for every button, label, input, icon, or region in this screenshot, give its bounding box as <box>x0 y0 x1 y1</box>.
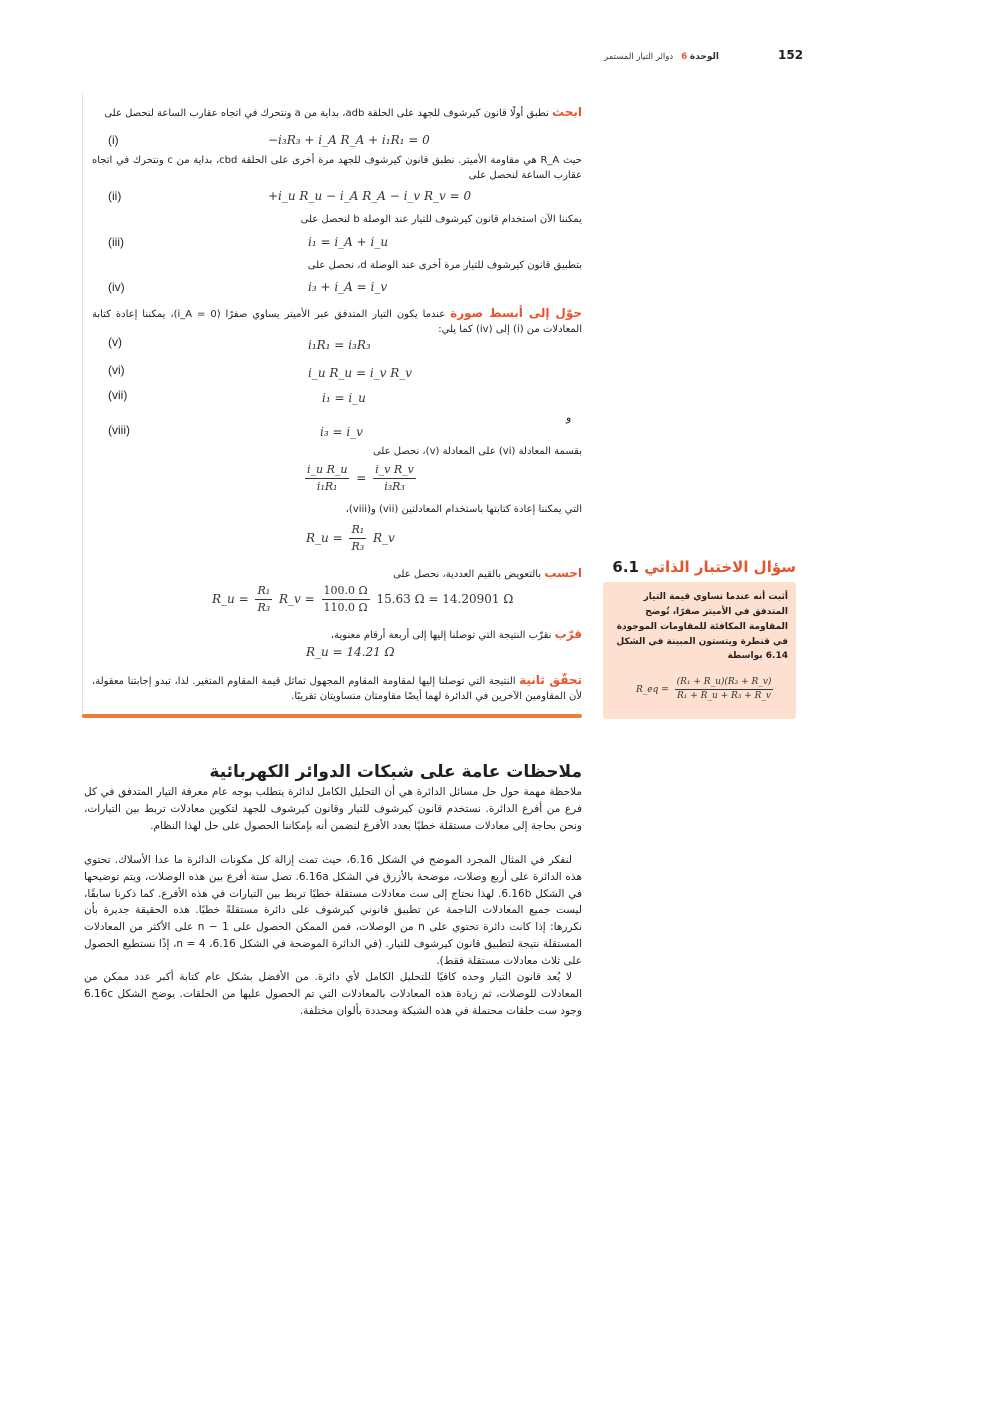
ru-formula-fraction <box>349 522 366 555</box>
self-check-equation <box>636 676 776 703</box>
ratio-right <box>373 462 416 495</box>
running-header <box>604 51 719 64</box>
example-step-calculate <box>92 565 582 583</box>
step-text-calculate: بالتعويض بالقيم العددية، نحصل على <box>393 569 542 580</box>
ru-formula-numerator: R₁ <box>349 522 366 539</box>
self-check-eq-numerator: (R₁ + R_u)(R₃ + R_v) <box>675 676 774 690</box>
step-label-round: قرّب <box>554 627 582 641</box>
step-label-research: ابحث <box>552 105 582 119</box>
equation-label-ii: (ii) <box>108 189 122 203</box>
calc-mid: R_v = <box>279 591 315 606</box>
ru-formula <box>306 522 395 555</box>
equation-i: −i₃R₃ + i_A R_A + i₁R₁ = 0 <box>268 133 430 147</box>
ru-formula-denominator: R₃ <box>351 539 365 553</box>
unit-number: 6 <box>681 52 688 62</box>
final-result: R_u = 14.21 Ω <box>306 645 395 659</box>
example-step-double-check <box>92 672 582 704</box>
ratio-right-numerator: i_v R_v <box>373 462 416 479</box>
equation-v: i₁R₁ = i₃R₃ <box>308 338 371 352</box>
example-box-bottom-rule <box>82 714 582 718</box>
self-check-title-text: سؤال الاختبار الذاتي <box>644 558 796 576</box>
ratio-equation: $\frac{\text{i\_u R\_u}}{\text{i₁R₁}}$ = $\frac{\text{i\_v R\_v}}{\text{i₃R₃}}$ <box>307 463 414 493</box>
ratio-left-denominator: i₁R₁ <box>316 479 338 493</box>
example-paragraph-4: بتطبيق قانون كيرشوف للتيار مرة أخرى عند الوصلة d، نحصل على <box>307 260 582 271</box>
ratio-right-denominator: i₃R₃ <box>384 479 405 493</box>
equation-label-i: (i) <box>108 133 119 147</box>
self-check-title <box>612 557 796 579</box>
equation-vi: i_u R_u = i_v R_v <box>308 366 413 380</box>
conjunction-and: و <box>566 411 572 424</box>
example-box-border <box>82 94 83 716</box>
calc-ratio-denominator: R₃ <box>257 600 271 614</box>
equation-label-viii: (viii) <box>108 423 130 437</box>
calc-rhs: 15.63 Ω = 14.20901 Ω <box>376 591 514 606</box>
equation-label-vi: (vi) <box>108 363 125 377</box>
section-paragraph-2: لنفكر في المثال المجرد الموضح في الشكل 6.16، حيث تمت إزالة كل مكونات الدائرة ما عدا الأسلاك. تحتوي هذه الدائرة على أربع وصلات، موضحة بالأزرق في الشكل 6.16a. تصل ستة أفرع بين هذه الوصلات، ويتم توضيحها في الشكل 6.16b. لهذا نحتاج إلى ست معادلات مستقلة خطيًا تربط بين التيارات في هذه الأفرع. كما ذكرنا سابقًا، ليست جميع المعادلات الناجمة عن تطبيق قانوني كيرشوف على دائرة مستقلةً خطيًا. هذه الحقيقة جديرة بأن نكررها: إذا كانت دائرة تحتوي على n من الوصلات، فمن الممكن الحصول على n − 1 على الأكثر من المعادلات المستقلة نتيجة لتطبيق قانون كيرشوف للتيار. (في الدائرة الموضحة في الشكل 6.16، n = 4، إذًا نستطيع الحصول على ثلاث معادلات مستقلة فقط). <box>84 854 583 967</box>
calculation-equation <box>212 583 513 616</box>
calc-lhs: R_u = <box>212 591 249 606</box>
equation-label-vii: (vii) <box>108 388 128 402</box>
section-paragraph-1: ملاحظة مهمة حول حل مسائل الدائرة هي أن التحليل الكامل لدائرة يتطلب بوجه عام معرفة التيار المتدفق في كل فرع من أفرع الدائرة. نستخدم قانون كيرشوف للتيار وقانون كيرشوف للجهد لتكوين معادلات تربط بين التيارات، ونحن بحاجة إلى معادلات مستقلة خطيًا بعدد الأفرع لنضمن أنه بإمكاننا الحصول على حل لهذا النظام. <box>84 786 582 832</box>
self-check-eq-fraction <box>675 676 774 703</box>
self-check-question: أثبت أنه عندما تساوي قيمة التيار المتدفق في الأميتر صفرًا، تُوضح المقاومة المكافئة للمقاومات الموجودة في قنطرة ويتستون المبينة في الشكل 6.14 بواسطة <box>616 592 788 662</box>
self-check-eq-denominator: R₁ + R_u + R₃ + R_v <box>677 691 772 702</box>
example-paragraph-5: بقسمة المعادلة (vi) على المعادلة (v)، نحصل على <box>372 446 582 457</box>
section-paragraph-3: لا يُعد قانون التيار وحده كافيًا للتحليل الكامل لأي دائرة. من الأفضل بشكل عام كتابة أكبر عدد ممكن من المعادلات للوصلات، ثم زيادة هذه المعادلات بالمعادلات التي تم الحصول عليها من الحلقات. يوضح الشكل 6.16c وجود ست حلقات محتملة في هذه الشبكة ومحددة بألوان مختلفة. <box>84 971 582 1017</box>
step-text-simplify: عندما يكون التيار المتدفق عبر الأميتر يساوي صفرًا (i_A = 0)، يمكننا إعادة كتابة المعادلات من (i) إلى (iv) كما يلي: <box>92 309 582 335</box>
equation-label-iii: (iii) <box>108 235 124 249</box>
ratio-left <box>305 462 349 495</box>
section-title: ملاحظات عامة على شبكات الدوائر الكهربائية <box>209 762 582 782</box>
step-text-research: نطبق أولًا قانون كيرشوف للجهد على الحلقة adb، بداية من a ونتحرك في اتجاه عقارب الساعة لنحصل على <box>104 108 549 119</box>
equation-label-v: (v) <box>108 335 122 349</box>
example-paragraph-3: يمكننا الآن استخدام قانون كيرشوف للتيار عند الوصلة b لنحصل على <box>300 214 582 225</box>
equation-label-iv: (iv) <box>108 280 125 294</box>
self-check-eq-lhs: R_eq = <box>636 685 669 696</box>
equation-iii: i₁ = i_A + i_u <box>308 235 389 249</box>
calc-ratio-numerator: R₁ <box>255 583 272 600</box>
calc-values <box>322 583 370 616</box>
equation-iv: i₃ + i_A = i_v <box>308 280 388 294</box>
equation-ii: +i_u R_u − i_A R_A − i_v R_v = 0 <box>268 189 472 203</box>
unit-label: الوحدة <box>689 52 719 62</box>
calc-ratio <box>255 583 272 616</box>
step-label-simplify: حوّل إلى أبسط صورة <box>450 306 583 320</box>
self-check-number: 6.1 <box>612 558 639 576</box>
step-text-double-check: النتيجة التي توصلنا إليها لمقاومة المقاوم المجهول تماثل قيمة المقاوم المتغير. لذا، تبدو إجابتنا معقولة، لأن المقاومين الآخرين في الدائرة لهما أيضًا مقاومتان متساويتان تقريبًا. <box>92 676 582 702</box>
example-step-simplify <box>92 305 582 337</box>
calc-values-numerator: 100.0 Ω <box>322 583 370 600</box>
example-paragraph-2: حيث R_A هي مقاومة الأميتر. نطبق قانون كيرشوف للجهد مرة أخرى على الحلقة cbd، بداية من c ونتحرك في اتجاه عقارب الساعة لنحصل على <box>92 155 582 181</box>
step-text-round: نقرّب النتيجة التي توصلنا إليها إلى أربعة أرقام معنوية، <box>330 630 552 641</box>
ratio-left-numerator: i_u R_u <box>305 462 349 479</box>
example-step-research <box>92 104 582 122</box>
step-label-calculate: احسب <box>544 566 582 580</box>
example-step-round <box>92 626 582 644</box>
ru-formula-lhs: R_u = <box>306 530 343 545</box>
chapter-title: دوائر التيار المستمر <box>604 52 674 62</box>
ru-formula-rhs: R_v <box>373 530 395 545</box>
step-label-double-check: تحقّق ثانية <box>519 673 583 687</box>
calc-values-denominator: 110.0 Ω <box>323 600 368 614</box>
equation-vii: i₁ = i_u <box>322 391 366 405</box>
equation-viii: i₃ = i_v <box>320 425 363 439</box>
example-paragraph-6: التي يمكننا إعادة كتابتها باستخدام المعادلتين (vii) و(viii)، <box>345 504 582 515</box>
page-number: 152 <box>778 48 804 62</box>
